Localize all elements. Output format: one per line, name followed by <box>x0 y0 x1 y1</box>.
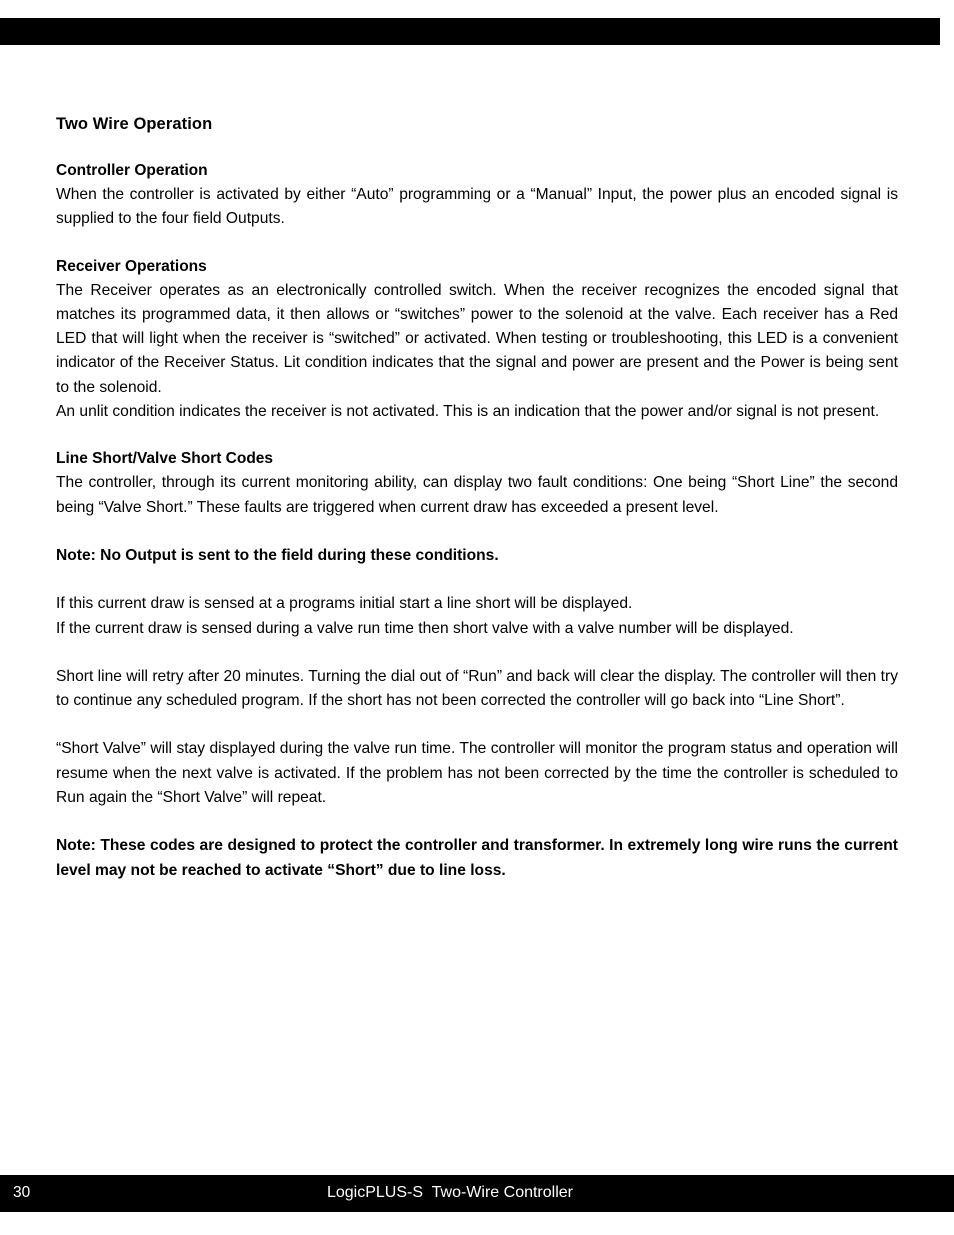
spacer <box>56 568 898 592</box>
top-rule-bar <box>0 18 940 45</box>
spacer <box>56 713 898 737</box>
note-protection-codes: Note: These codes are designed to protect the controller and transformer. In extremely long wire runs the current level may not be reached to activate “Short” due to line loss. <box>56 837 898 879</box>
paragraph-line-short-display: If this current draw is sensed at a programs initial start a line short will be displayed. <box>56 595 633 613</box>
heading-controller-operation: Controller Operation <box>56 162 208 179</box>
paragraph-controller-operation: When the controller is activated by either “Auto” programming or a “Manual” Input, the power plus an encoded signal is supplied to the four field Outputs. <box>56 186 898 228</box>
spacer <box>56 424 898 448</box>
spacer <box>56 810 898 834</box>
paragraph-short-valve-behavior: “Short Valve” will stay displayed during the valve run time. The controller will monitor the program status and operation will resume when the next valve is activated. If the problem has not been corrected by the time the controller is scheduled to Run again the “Short Valve” will repeat. <box>56 740 898 807</box>
spacer <box>56 520 898 544</box>
spacer <box>56 641 898 665</box>
heading-line-short-valve-short-codes: Line Short/Valve Short Codes <box>56 450 274 468</box>
paragraph-fault-conditions: The controller, through its current monitoring ability, can display two fault conditions: One being “Short Line” the second being “Valve Short.” These faults are triggered when current draw has exceeded a present level. <box>56 474 898 516</box>
paragraph-short-valve-display: If the current draw is sensed during a valve run time then short valve with a valve number will be displayed. <box>56 619 794 637</box>
heading-receiver-operations: Receiver Operations <box>56 257 207 275</box>
paragraph-receiver-operations: The Receiver operates as an electronically controlled switch. When the receiver recognizes the encoded signal that matches its programmed data, it then allows or “switches” power to the solenoid at the valve. Each receiver has a Red LED that will light when the receiver is “switched” or activated. When testing or troubleshooting, this LED is a convenient indicator of the Receiver Status. Lit condition indicates that the signal and power are present and the Power is being sent to the solenoid. <box>56 281 898 396</box>
spacer <box>56 232 898 256</box>
page-title: Two Wire Operation <box>56 115 213 133</box>
paragraph-short-line-retry: Short line will retry after 20 minutes. Turning the dial out of “Run” and back will clear the display. The controller will then try to continue any scheduled program. If the short has not been corrected the controller will go back into “Line Short”. <box>56 667 898 710</box>
page-content <box>56 114 898 883</box>
footer-page-number: 30 <box>13 1184 31 1201</box>
paragraph-receiver-unlit: An unlit condition indicates the receiver is not activated. This is an indication that the power and/or signal is not present. <box>56 403 880 421</box>
note-no-output: Note: No Output is sent to the field during these conditions. <box>56 546 499 564</box>
footer-document-title: LogicPLUS-S Two-Wire Controller <box>326 1184 573 1201</box>
